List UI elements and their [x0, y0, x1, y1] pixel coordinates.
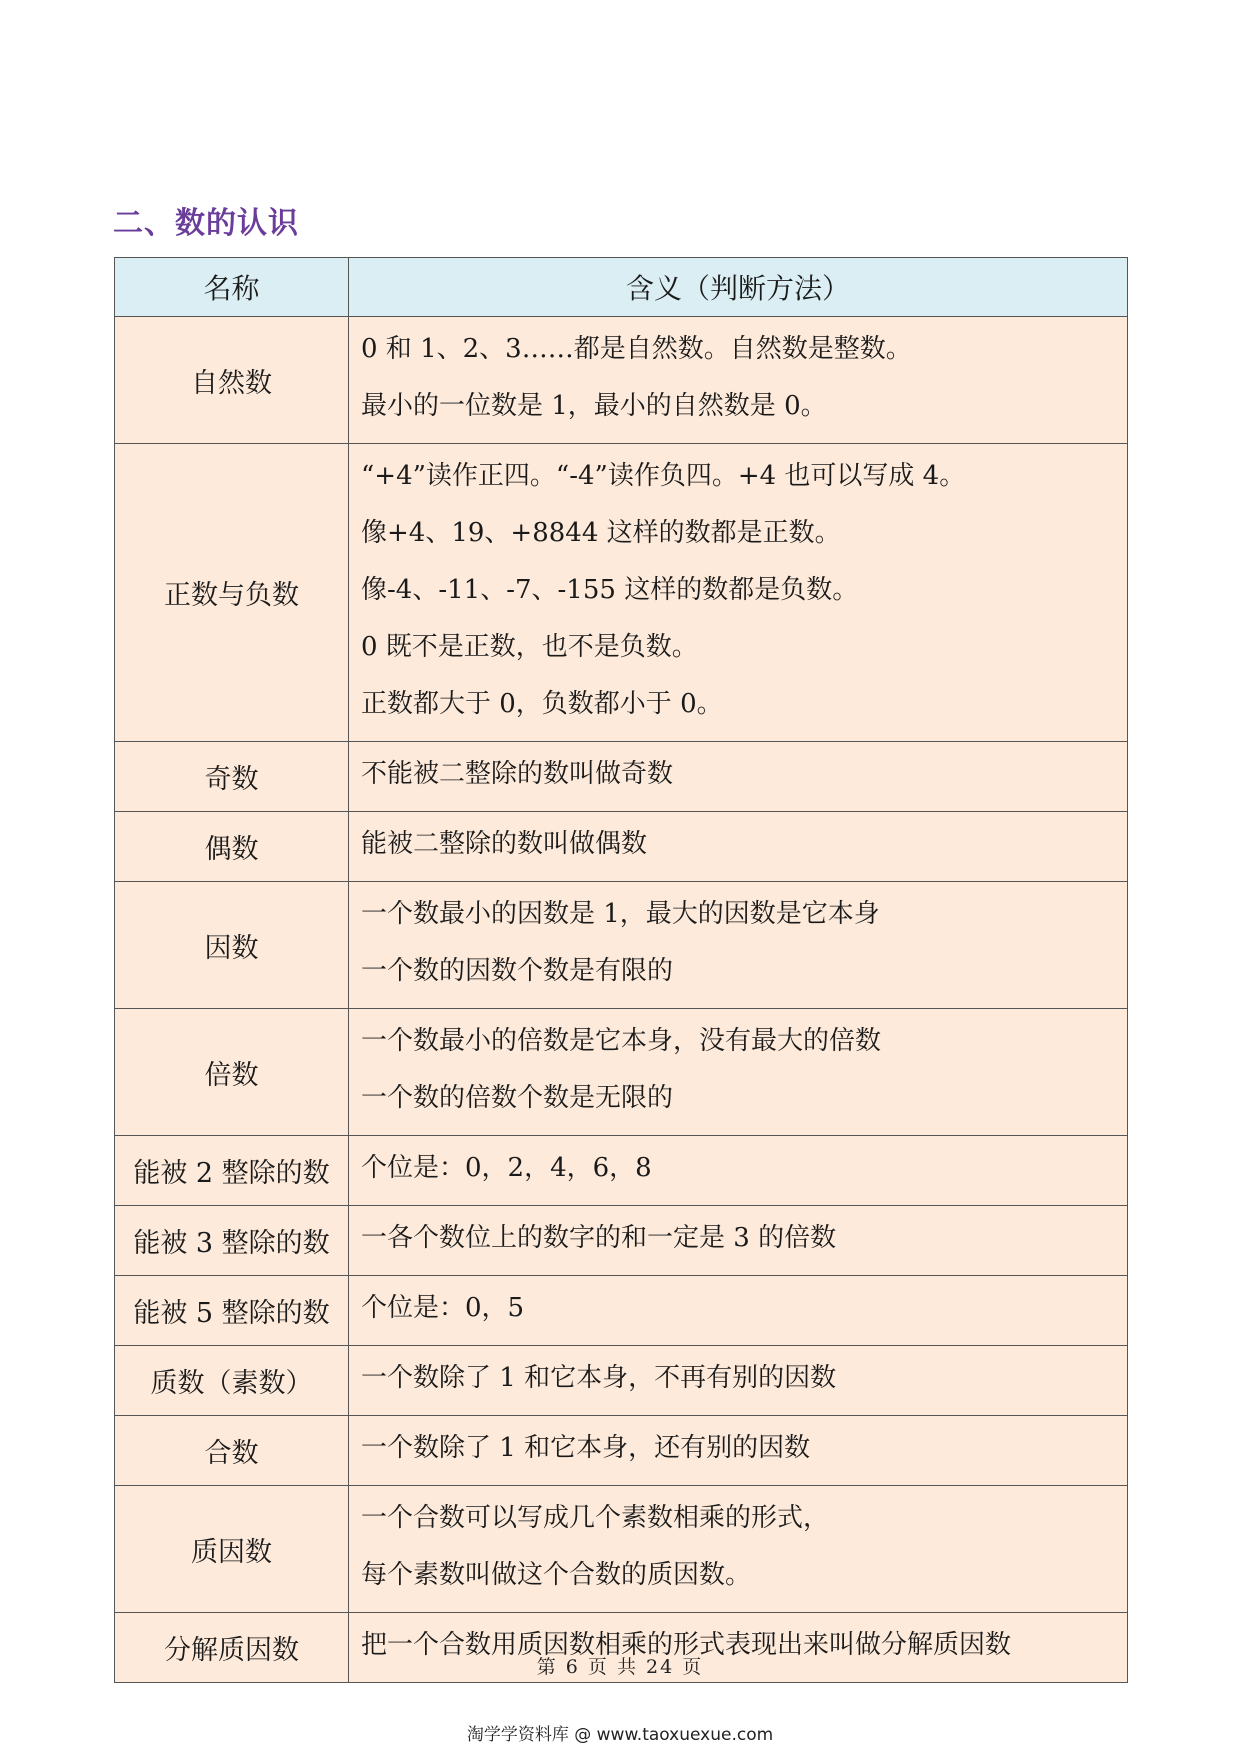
meaning-line: 一个数除了 1 和它本身，不再有别的因数	[361, 1363, 837, 1393]
term-name: 分解质因数	[115, 1613, 349, 1683]
table-row	[115, 1486, 1128, 1613]
header-name: 名称	[115, 258, 349, 317]
term-name: 能被 3 整除的数	[115, 1206, 349, 1276]
table-row	[115, 1276, 1128, 1346]
term-meaning	[349, 1206, 1128, 1276]
term-name: 偶数	[115, 812, 349, 882]
meaning-line: 一个合数可以写成几个素数相乘的形式，	[361, 1503, 830, 1533]
meaning-line: 像-4、-11、-7、-155 这样的数都是负数。	[361, 575, 859, 605]
meaning-line: 一个数的倍数个数是无限的	[361, 1083, 674, 1113]
term-meaning	[349, 1346, 1128, 1416]
term-meaning	[349, 742, 1128, 812]
term-name: 能被 2 整除的数	[115, 1136, 349, 1206]
section-title: 二、数的认识	[113, 206, 299, 241]
meaning-line: 一个数最小的因数是 1，最大的因数是它本身	[361, 899, 880, 929]
table-row	[115, 1416, 1128, 1486]
meaning-line: 个位是：0，2，4，6，8	[361, 1153, 652, 1183]
table-row	[115, 444, 1128, 742]
meaning-line: 正数都大于 0，负数都小于 0。	[361, 689, 723, 719]
table-row	[115, 882, 1128, 1009]
meaning-line: 0 既不是正数，也不是负数。	[361, 632, 698, 662]
term-name: 奇数	[115, 742, 349, 812]
table-row	[115, 1136, 1128, 1206]
site-watermark: 淘学学资料库 @ www.taoxuexue.com	[466, 1725, 774, 1745]
meaning-line: 一个数最小的倍数是它本身，没有最大的倍数	[361, 1026, 882, 1056]
term-name: 质数（素数）	[115, 1346, 349, 1416]
header-meaning: 含义（判断方法）	[349, 258, 1128, 317]
meaning-line: 每个素数叫做这个合数的质因数。	[361, 1560, 752, 1590]
table-row	[115, 1346, 1128, 1416]
term-meaning	[349, 1009, 1128, 1136]
term-name: 能被 5 整除的数	[115, 1276, 349, 1346]
meaning-line: 像+4、19、+8844 这样的数都是正数。	[361, 518, 841, 548]
table-row	[115, 742, 1128, 812]
meaning-line: 一各个数位上的数字的和一定是 3 的倍数	[361, 1223, 837, 1253]
table-row	[115, 1206, 1128, 1276]
term-meaning	[349, 1136, 1128, 1206]
term-name: 合数	[115, 1416, 349, 1486]
table-row	[115, 317, 1128, 444]
meaning-line: 个位是：0，5	[361, 1293, 525, 1323]
term-meaning	[349, 1416, 1128, 1486]
meaning-line: 最小的一位数是 1，最小的自然数是 0。	[361, 391, 827, 421]
meaning-line: 把一个合数用质因数相乘的形式表现出来叫做分解质因数	[361, 1630, 1012, 1660]
term-meaning	[349, 444, 1128, 742]
term-meaning	[349, 882, 1128, 1009]
table-row	[115, 1009, 1128, 1136]
meaning-line: 0 和 1、2、3……都是自然数。自然数是整数。	[361, 334, 912, 364]
term-name: 正数与负数	[115, 444, 349, 742]
page-number: 第 6 页 共 24 页	[536, 1656, 704, 1678]
term-name: 自然数	[115, 317, 349, 444]
meaning-line: 一个数除了 1 和它本身，还有别的因数	[361, 1433, 811, 1463]
table-row	[115, 812, 1128, 882]
meaning-line: “+4”读作正四。“-4”读作负四。+4 也可以写成 4。	[361, 461, 966, 491]
meaning-line: 能被二整除的数叫做偶数	[361, 829, 648, 859]
number-concepts-table	[114, 257, 1128, 1683]
term-meaning	[349, 812, 1128, 882]
term-meaning	[349, 1486, 1128, 1613]
term-name: 因数	[115, 882, 349, 1009]
term-meaning	[349, 317, 1128, 444]
term-name: 倍数	[115, 1009, 349, 1136]
meaning-line: 不能被二整除的数叫做奇数	[361, 759, 674, 789]
meaning-line: 一个数的因数个数是有限的	[361, 956, 674, 986]
term-name: 质因数	[115, 1486, 349, 1613]
table-header-row	[115, 258, 1128, 317]
term-meaning	[349, 1276, 1128, 1346]
